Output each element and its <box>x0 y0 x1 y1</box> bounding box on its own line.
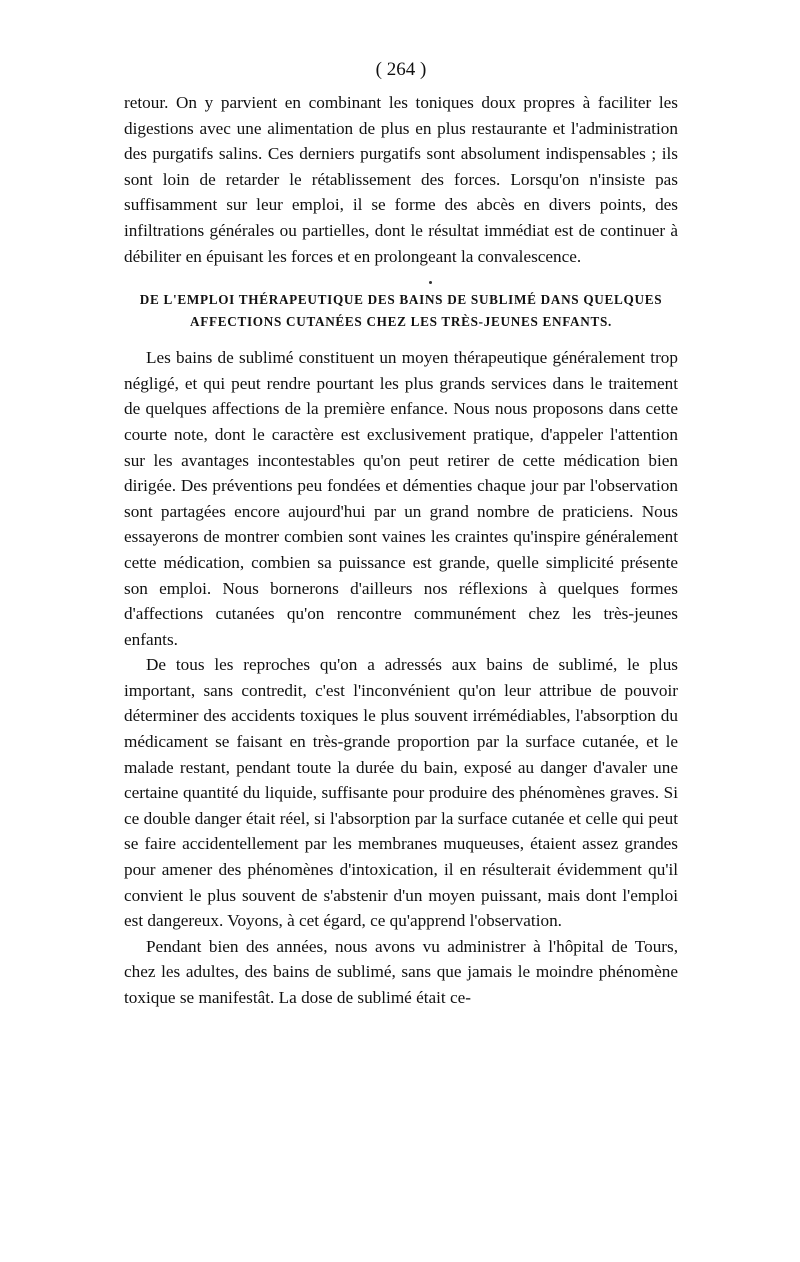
book-page <box>124 56 678 1011</box>
section-heading-line-2: AFFECTIONS CUTANÉES CHEZ LES TRÈS-JEUNES ENFANTS. <box>190 314 612 330</box>
section-heading <box>124 289 678 333</box>
separator-dot <box>429 281 432 284</box>
section-heading-line-1: DE L'EMPLOI THÉRAPEUTIQUE DES BAINS DE SUBLIMÉ DANS QUELQUES <box>139 292 663 308</box>
page-number: ( 264 ) <box>375 59 427 80</box>
body-paragraph-1: Les bains de sublimé constituent un moyen thérapeutique généralement trop négligé, et qui peut rendre pourtant les plus grands services dans le traitement de quelques affections de la première enfance. Nous nous proposons dans cette courte note, dont le caractère est exclusivement pratique, d'appeler l'attention sur les avantages incontestables qu'on peut retirer de cette médication bien dirigée. Des préventions peu fondées et démenties chaque jour par l'observation sont partagées encore aujourd'hui par un grand nombre de praticiens. Nous essayerons de montrer combien sont vaines les craintes qu'inspire généralement cette médication, combien sa puissance est grande, quelle simplicité présente son emploi. Nous bornerons d'ailleurs nos réflexions à quelques formes d'affections cutanées qu'on rencontre communément chez les très-jeunes enfants. <box>124 348 678 649</box>
closing-paragraph: retour. On y parvient en combinant les toniques doux propres à faciliter les digestions avec une alimentation de plus en plus restaurante et l'administration des purgatifs salins. Ces derniers purgatifs sont absolument indispensables ; ils sont loin de retarder le rétablissement des forces. Lorsqu'on n'insiste pas suffisamment sur leur emploi, il se forme des abcès en divers points, des infiltrations générales ou partielles, dont le résultat immédiat est de continuer à débiliter en épuisant les forces et en prolongeant la convalescence. <box>124 93 678 266</box>
body-paragraph-3: Pendant bien des années, nous avons vu administrer à l'hôpital de Tours, chez les adultes, des bains de sublimé, sans que jamais le moindre phénomène toxique se manifestât. La dose de sublimé était ce- <box>124 936 678 1007</box>
body-paragraph-2: De tous les reproches qu'on a adressés aux bains de sublimé, le plus important, sans contredit, c'est l'inconvénient qu'on leur attribue de pouvoir déterminer des accidents toxiques le plus souvent irrémédiables, l'absorption du médicament se faisant en très-grande proportion par la surface cutanée, et le malade restant, pendant toute la durée du bain, exposé au danger d'avaler une certaine quantité du liquide, suffisante pour produire des phénomènes graves. Si ce double danger était réel, si l'absorption par la surface cutanée et celle qui peut se faire accidentellement par les membranes muqueuses, étaient assez grandes pour amener des phénomènes d'intoxication, il en résulterait évidemment qu'il convient le plus souvent de s'abstenir d'un moyen puissant, mais dont l'emploi est dangereux. Voyons, à cet égard, ce qu'apprend l'observation. <box>124 655 678 931</box>
